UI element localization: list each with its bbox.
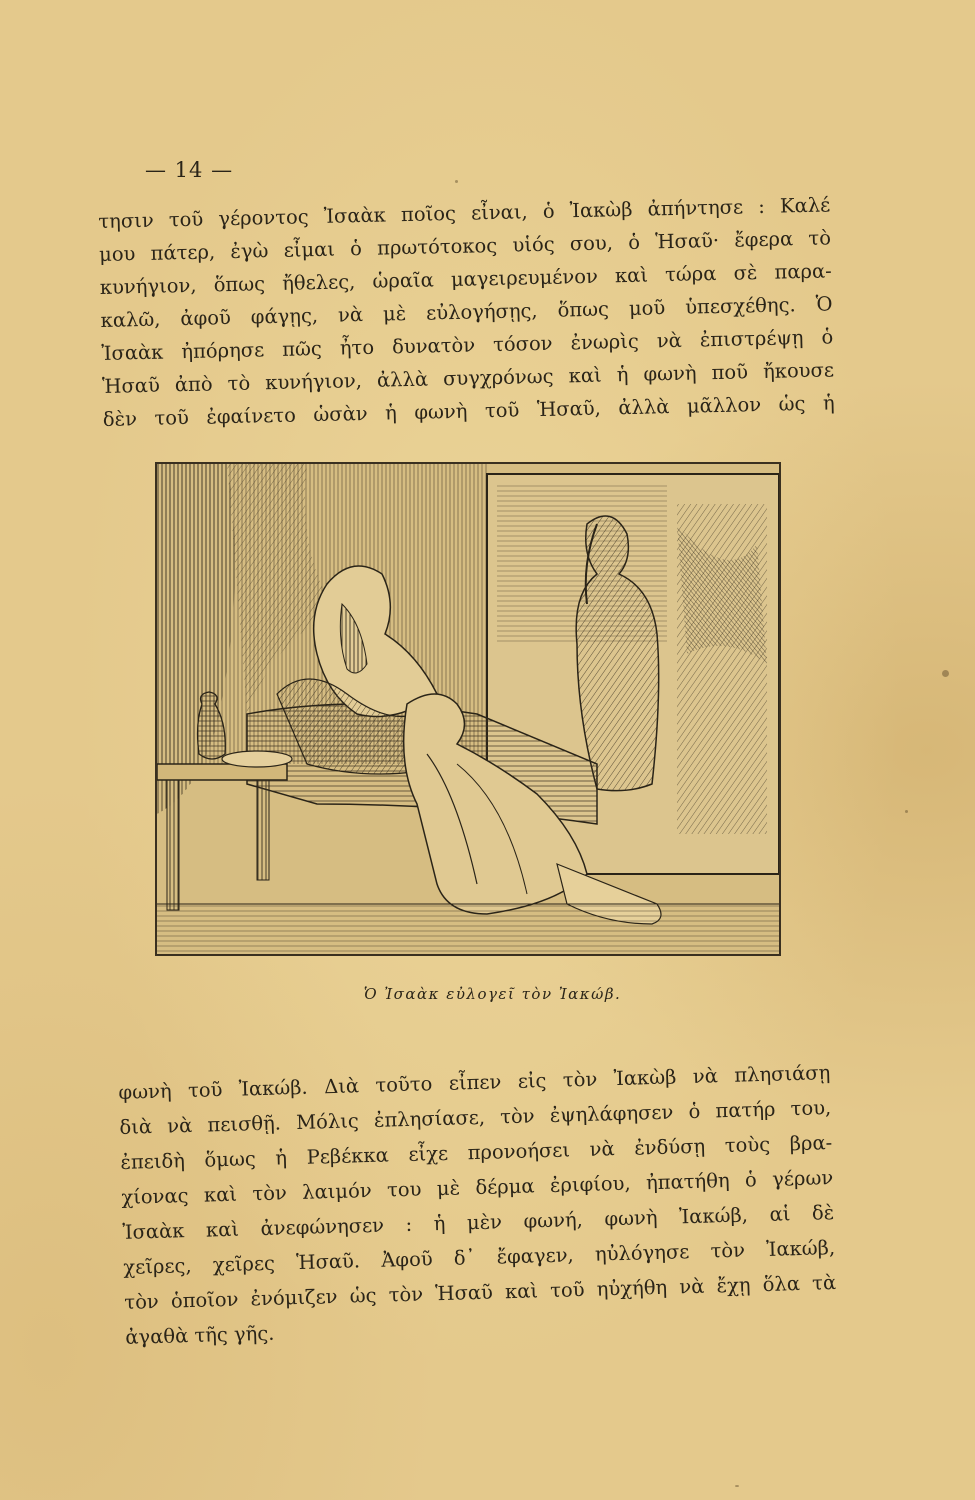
text-line: μου πάτερ, ἐγὼ εἶμαι ὁ πρωτότοκος υἱός σου, ὁ Ἡσαῦ· ἔφερα τὸ — [98, 226, 832, 266]
text-line: Ἡσαῦ ἀπὸ τὸ κυνήγιον, ἀλλὰ συγχρόνως καὶ ἡ φωνὴ ποῦ ἤκουσε — [101, 358, 835, 398]
text-line: κυνήγιον, ὅπως ἤθελες, ὡραῖα μαγειρευμένον καὶ τώρα σὲ παρα- — [99, 259, 832, 299]
paragraph-top — [98, 188, 835, 436]
text-line: Ἰσαὰκ ἠπόρησε πῶς ἦτο δυνατὸν τόσον ἐνωρὶς νὰ ἐπιστρέψῃ ὁ — [101, 325, 834, 365]
paper-speck — [735, 1485, 739, 1487]
text-line: χεῖρες, χεῖρες Ἡσαῦ. Ἀφοῦ δ᾽ ἔφαγεν, ηὐλόγησε τὸν Ἰακώβ, — [123, 1236, 836, 1279]
text-line: τὸν ὁποῖον ἐνόμιζεν ὡς τὸν Ἡσαῦ καὶ τοῦ ηὐχήθη νὰ ἔχῃ ὅλα τὰ — [124, 1271, 837, 1314]
paper-speck — [905, 810, 908, 813]
text-line: καλῶ, ἀφοῦ φάγῃς, νὰ μὲ εὐλογήσῃς, ὅπως μοῦ ὑπεσχέθης. Ὁ — [100, 292, 833, 332]
paper-speck — [942, 670, 949, 677]
engraving-drawing — [157, 464, 779, 954]
text-line: Ἰσαὰκ καὶ ἀνεφώνησεν : ἡ μὲν φωνή, φωνὴ Ἰακώβ, αἱ δὲ — [122, 1201, 835, 1244]
text-line: διὰ νὰ πεισθῇ. Μόλις ἐπλησίασε, τὸν ἐψηλάφησεν ὁ πατήρ του, — [119, 1096, 832, 1139]
text-line: τησιν τοῦ γέροντος Ἰσαὰκ ποῖος εἶναι, ὁ Ἰακὼβ ἀπήντησε : Καλέ — [98, 193, 831, 233]
paragraph-bottom — [118, 1055, 838, 1355]
text-line: ἐπειδὴ ὅμως ἡ Ρεβέκκα εἶχε προνοήσει νὰ ἐνδύσῃ τοὺς βρα- — [120, 1131, 833, 1174]
text-line: χίονας καὶ τὸν λαιμόν του μὲ δέρμα ἐριφίου, ἠπατήθη ὁ γέρων — [121, 1166, 834, 1209]
page-number: — 14 — — [145, 158, 234, 182]
illustration-caption: Ὁ Ἰσαὰκ εὐλογεῖ τὸν Ἰακώβ. — [363, 985, 622, 1003]
engraving-illustration — [155, 462, 781, 956]
text-line: ἀγαθὰ τῆς γῆς. — [125, 1321, 275, 1349]
paper-speck — [455, 180, 458, 183]
text-line: δὲν τοῦ ἐφαίνετο ὡσὰν ἡ φωνὴ τοῦ Ἡσαῦ, ἀλλὰ μᾶλλον ὡς ἡ — [102, 391, 835, 431]
text-line: φωνὴ τοῦ Ἰακώβ. Διὰ τοῦτο εἶπεν εἰς τὸν Ἰακὼβ νὰ πλησιάσῃ — [118, 1061, 831, 1104]
